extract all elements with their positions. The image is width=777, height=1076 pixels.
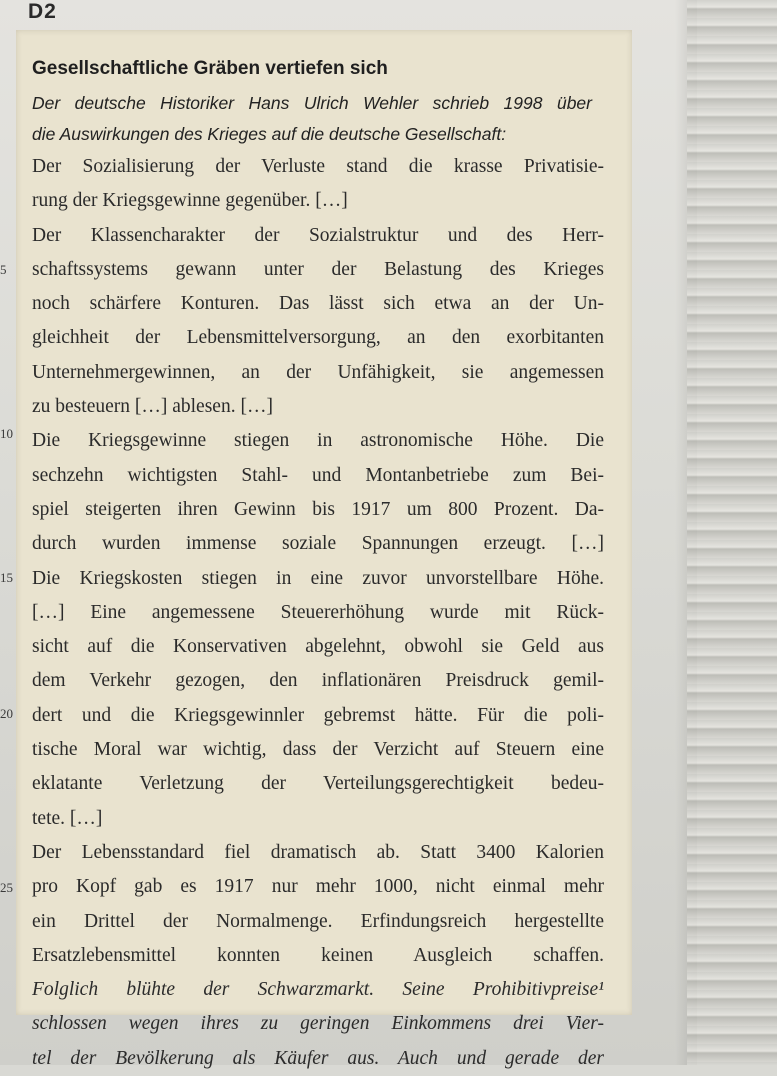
source-intro [32, 88, 592, 150]
body-line: rung der Kriegsgewinne gegenüber. […] [32, 190, 348, 212]
body-line: schaftssystems gewann unter der Belastung des Krieges [32, 258, 604, 280]
body-line: tel der Bevölkerung als Käufer aus. Auch und gerade der [32, 1047, 604, 1069]
source-heading: Gesellschaftliche Gräben vertiefen sich [32, 58, 388, 79]
body-line: Folglich blühte der Schwarzmarkt. Seine Prohibitivpreise¹ [32, 979, 604, 1001]
body-line: Der Klassencharakter der Sozialstruktur und des Herr- [32, 224, 604, 246]
body-line: Die Kriegskosten stiegen in eine zuvor unvorstellbare Höhe. [32, 567, 604, 589]
source-body [32, 150, 604, 1076]
line-number-marker: 20 [0, 706, 13, 721]
body-line: durch wurden immense soziale Spannungen erzeugt. […] [32, 533, 604, 555]
body-line: eklatante Verletzung der Verteilungsgerechtigkeit bedeu- [32, 773, 604, 795]
body-line: zu besteuern […] ablesen. […] [32, 396, 273, 418]
body-line: […] Eine angemessene Steuererhöhung wurde mit Rück- [32, 601, 604, 623]
body-line: sechzehn wichtigsten Stahl- und Montanbetriebe zum Bei- [32, 464, 604, 486]
body-line: ein Drittel der Normalmenge. Erfindungsreich hergestellte [32, 910, 604, 932]
body-line: gleichheit der Lebensmittelversorgung, an den exorbitanten [32, 327, 604, 349]
body-line: sicht auf die Konservativen abgelehnt, obwohl sie Geld aus [32, 636, 604, 658]
intro-line: die Auswirkungen des Krieges auf die deutsche Gesellschaft: [32, 124, 507, 144]
body-line: schlossen wegen ihres zu geringen Einkommens drei Vier- [32, 1013, 604, 1035]
body-line: Der Sozialisierung der Verluste stand die krasse Privatisie- [32, 156, 604, 177]
body-line: Die Kriegsgewinne stiegen in astronomische Höhe. Die [32, 430, 604, 452]
body-line: Unternehmergewinnen, an der Unfähigkeit, sie angemessen [32, 361, 604, 383]
line-number-marker: 25 [0, 880, 13, 895]
intro-line: Der deutsche Historiker Hans Ulrich Wehler schrieb 1998 über [32, 93, 592, 113]
body-line: Der Lebensstandard fiel dramatisch ab. Statt 3400 Kalorien [32, 841, 604, 863]
body-line: Ersatzlebensmittel konnten keinen Ausgleich schaffen. [32, 944, 604, 966]
line-number-marker: 5 [0, 262, 7, 277]
book-page-edges [687, 0, 777, 1065]
body-line: dert und die Kriegsgewinnler gebremst hätte. Für die poli- [32, 704, 604, 726]
body-line: tete. […] [32, 807, 103, 829]
line-number-marker: 10 [0, 426, 13, 441]
body-line: dem Verkehr gezogen, den inflationären Preisdruck gemil- [32, 670, 604, 692]
body-line: noch schärfere Konturen. Das lässt sich etwa an der Un- [32, 293, 604, 315]
line-number-marker: 15 [0, 570, 13, 585]
body-line: tische Moral war wichtig, dass der Verzicht auf Steuern eine [32, 739, 604, 761]
body-line: pro Kopf gab es 1917 nur mehr 1000, nicht einmal mehr [32, 876, 604, 898]
body-line: spiel steigerten ihren Gewinn bis 1917 um 800 Prozent. Da- [32, 498, 604, 520]
page-code: D2 [28, 0, 57, 23]
